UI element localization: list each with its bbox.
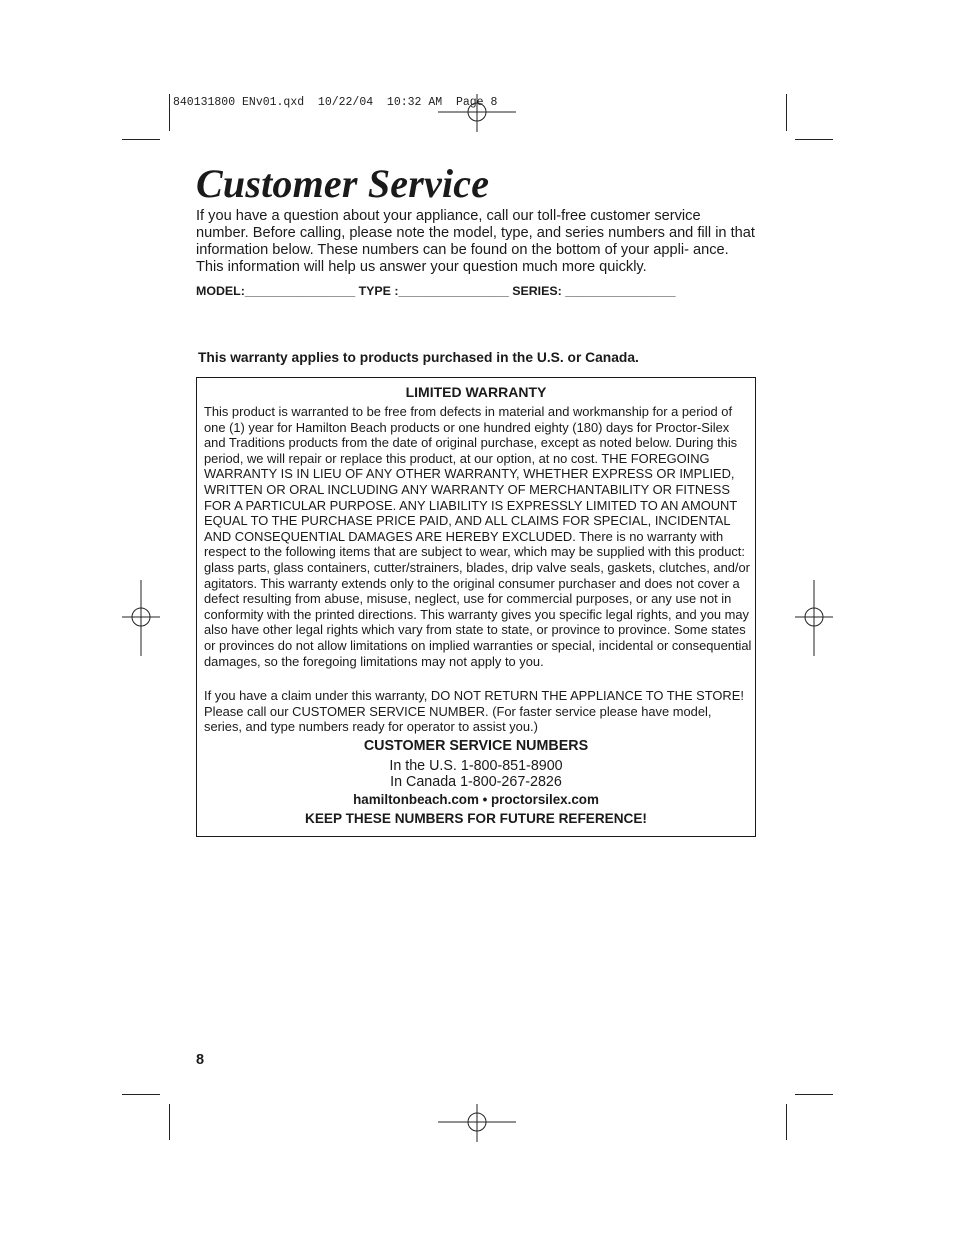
website-links: hamiltonbeach.com • proctorsilex.com [353, 792, 599, 807]
page-number: 8 [196, 1052, 205, 1068]
registration-mark-icon [122, 580, 160, 656]
crop-mark [786, 94, 787, 131]
registration-mark-icon [795, 580, 833, 656]
limited-warranty-box [196, 377, 756, 837]
crop-mark [122, 1094, 160, 1095]
warranty-title: LIMITED WARRANTY [405, 384, 547, 400]
product-info-fields: MODEL:________________ TYPE :________________ SERIES: ________________ [196, 284, 676, 298]
intro-paragraph: If you have a question about your appliance, call our toll-free customer service number. Before calling, please note the model, type, and series numbers and fill in that information below. These numbers can be found on the bottom of your appli- ance. This information will help us answer your question much more quickly. [196, 208, 755, 275]
crop-mark [795, 1094, 833, 1095]
keep-numbers-note: KEEP THESE NUMBERS FOR FUTURE REFERENCE! [305, 811, 647, 826]
page-title: Customer Service [196, 161, 490, 206]
crop-mark [795, 139, 833, 140]
file-slug: 840131800 ENv01.qxd 10/22/04 10:32 AM Page 8 [173, 96, 498, 109]
us-phone-number: In the U.S. 1-800-851-8900 [389, 758, 563, 774]
warranty-claim-instructions: If you have a claim under this warranty, DO NOT RETURN THE APPLIANCE TO THE STORE! Please call our CUSTOMER SERVICE NUMBER. (For faster service please have model, series, and type numbers ready for operator to assist you.) [204, 688, 744, 735]
warranty-body: This product is warranted to be free from defects in material and workmanship for a period of one (1) year for Hamilton Beach products or one hundred eighty (180) days for Proctor-Silex and Traditions products from the date of original purchase, except as noted below. During this period, we will repair or replace this product, at our option, at no cost. THE FOREGOING WARRANTY IS IN LIEU OF ANY OTHER WARRANTY, WHETHER EXPRESS OR IMPLIED, WRITTEN OR ORAL INCLUDING ANY WARRANTY OF MERCHANTABILITY OR FITNESS FOR A PARTICULAR PURPOSE. ANY LIABILITY IS EXPRESSLY LIMITED TO AN AMOUNT EQUAL TO THE PURCHASE PRICE PAID, AND ALL CLAIMS FOR SPECIAL, INCIDENTAL AND CONSEQUENTIAL DAMAGES ARE HEREBY EXCLUDED. There is no warranty with respect to the following items that are subject to wear, which may be supplied with this product: glass parts, glass containers, cutter/strainers, blades, drip valve seals, gaskets, clutches, and/or agitators. This warranty extends only to the original consumer purchaser and does not cover a defect resulting from abuse, misuse, neglect, use for commercial purposes, or any use not in conformity with the printed directions. This warranty gives you specific legal rights, and you may also have other legal rights which vary from state to state, or province to province. Some states or provinces do not allow limitations on implied warranties or special, incidental or consequential damages, so the foregoing limitations may not apply to you. [204, 404, 752, 669]
crop-mark [786, 1104, 787, 1140]
crop-mark [169, 1104, 170, 1140]
crop-mark [122, 139, 160, 140]
registration-mark-icon [438, 1104, 516, 1142]
customer-service-heading: CUSTOMER SERVICE NUMBERS [363, 738, 589, 754]
warranty-scope-note: This warranty applies to products purchased in the U.S. or Canada. [198, 350, 639, 365]
registration-mark-icon [438, 94, 516, 132]
canada-phone-number: In Canada 1-800-267-2826 [390, 774, 562, 790]
crop-mark [169, 94, 170, 131]
